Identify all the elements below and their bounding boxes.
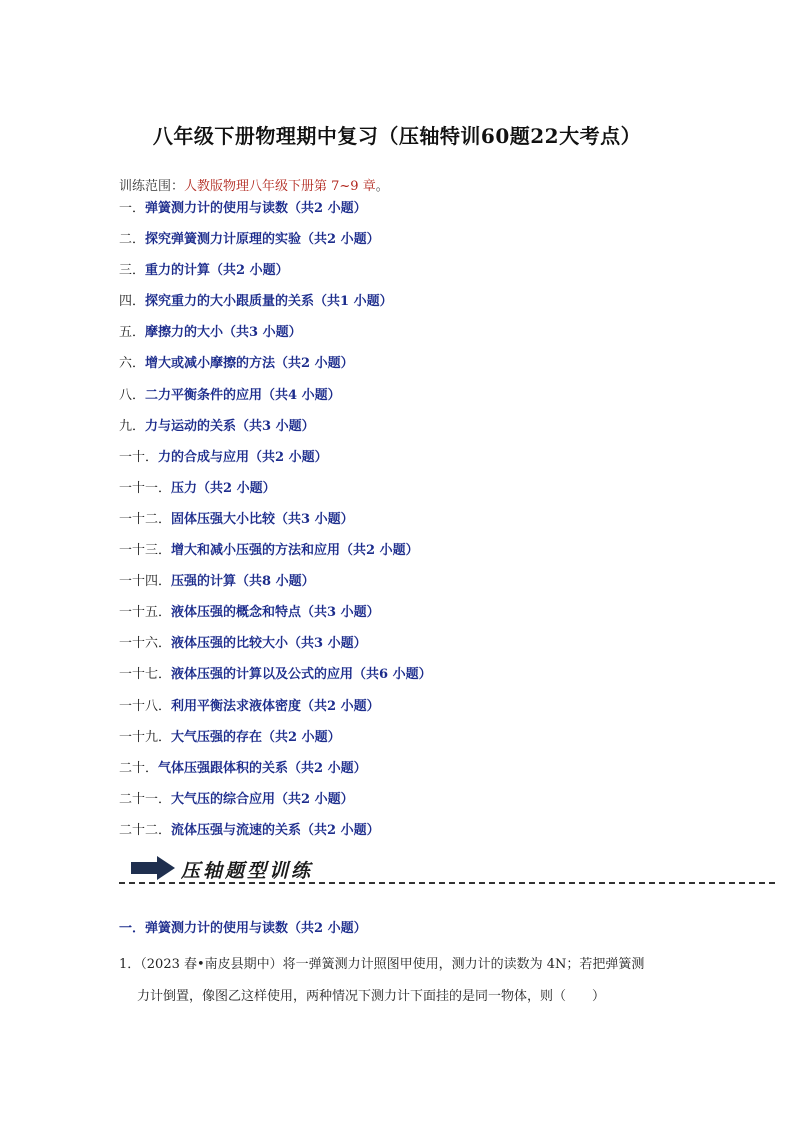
- topic-count: （共2 小题）: [262, 729, 341, 745]
- topic-title: 压力: [171, 480, 198, 496]
- topic-count: （共2 小题）: [249, 449, 328, 465]
- topic-number: 一十九．: [119, 729, 172, 745]
- arrow-right-icon: [131, 856, 175, 880]
- topic-number: 五．: [119, 325, 146, 341]
- topic-count: （共3 小题）: [301, 605, 380, 621]
- topic-count: （共2 小题）: [197, 480, 276, 496]
- topic-count: （共2 小题）: [275, 356, 354, 372]
- topic-count: （共3 小题）: [236, 418, 315, 434]
- topic-count: （共1 小题）: [314, 294, 393, 310]
- topic-item: [119, 261, 432, 292]
- topic-item: [119, 634, 432, 665]
- topic-number: 四．: [119, 294, 146, 310]
- question-line-2: 力计倒置，像图乙这样使用，两种情况下测力计下面挂的是同一物体，则（ ）: [137, 989, 606, 1004]
- topic-count: （共3 小题）: [223, 325, 302, 341]
- topic-title: 固体压强大小比较: [171, 511, 276, 527]
- topic-count: （共3 小题）: [288, 636, 367, 652]
- topic-count: （共2 小题）: [288, 760, 367, 776]
- topic-item: [119, 572, 432, 603]
- topic-item: [119, 448, 432, 479]
- topic-number: 一十六．: [119, 636, 172, 652]
- topic-number: 一十三．: [119, 543, 172, 559]
- training-scope: [119, 175, 389, 194]
- topic-title: 二力平衡条件的应用: [145, 387, 263, 403]
- topic-title: 摩擦力的大小: [145, 325, 224, 341]
- topic-number: 三．: [119, 263, 146, 279]
- topic-item: [119, 479, 432, 510]
- topic-number: 一十一．: [119, 480, 172, 496]
- topic-count: （共2 小题）: [210, 263, 289, 279]
- topic-title: 力与运动的关系: [145, 418, 237, 434]
- topic-item: [119, 199, 432, 230]
- scope-end: 。: [375, 179, 389, 194]
- topic-title: 弹簧测力计的使用与读数: [145, 201, 289, 216]
- topic-number: 二十一．: [119, 791, 172, 807]
- topic-item: [119, 697, 432, 728]
- topic-title: 液体压强的计算以及公式的应用: [171, 667, 354, 683]
- topic-item: [119, 821, 432, 852]
- topic-number: 一十二．: [119, 511, 172, 527]
- topic-title: 探究重力的大小跟质量的关系: [145, 294, 315, 310]
- topic-number: 一十四．: [119, 574, 172, 590]
- topic-title: 增大和减小压强的方法和应用: [171, 543, 341, 559]
- topic-number: 二．: [119, 232, 146, 248]
- topic-item: [119, 417, 432, 448]
- topic-count: （共2 小题）: [301, 232, 380, 248]
- question-1: [119, 949, 699, 1013]
- topic-number: 九．: [119, 418, 146, 434]
- topic-title: 重力的计算: [145, 263, 211, 279]
- topic-title: 液体压强的概念和特点: [171, 605, 302, 621]
- question-line-1: 1．（2023 春•南皮县期中）将一弹簧测力计照图甲使用，测力计的读数为 4N；若把弹簧测: [119, 957, 645, 972]
- topic-list: [119, 199, 432, 852]
- topic-title: 液体压强的比较大小: [171, 636, 289, 652]
- topic-count: （共2 小题）: [301, 822, 380, 838]
- topic-count: （共2 小题）: [275, 791, 354, 807]
- topic-item: [119, 603, 432, 634]
- topic-number: 一十七．: [119, 667, 172, 683]
- topic-item: [119, 230, 432, 261]
- scope-label: 训练范围：: [119, 179, 185, 194]
- section-banner: [119, 852, 775, 888]
- topic-number: 八．: [119, 387, 146, 403]
- topic-item: [119, 728, 432, 759]
- topic-count: （共3 小题）: [275, 511, 354, 527]
- topic-item: [119, 510, 432, 541]
- topic-title: 压强的计算: [171, 574, 237, 590]
- page-title: 八年级下册物理期中复习（压轴特训60题22大考点）: [152, 124, 642, 148]
- banner-divider: [119, 882, 775, 884]
- topic-count: （共8 小题）: [236, 574, 315, 590]
- topic-count: （共2 小题）: [288, 201, 367, 216]
- topic-title: 利用平衡法求液体密度: [171, 698, 302, 714]
- topic-number: 六．: [119, 356, 146, 372]
- topic-number: 一十．: [119, 449, 159, 465]
- topic-item: [119, 323, 432, 354]
- topic-title: 流体压强与流速的关系: [171, 822, 302, 838]
- section-heading: 一．弹簧测力计的使用与读数（共2 小题）: [119, 921, 367, 936]
- topic-count: （共6 小题）: [353, 667, 432, 683]
- topic-number: 一十五．: [119, 605, 172, 621]
- topic-number: 二十．: [119, 760, 159, 776]
- banner-title: 压轴题型训练: [181, 860, 314, 882]
- topic-item: [119, 292, 432, 323]
- topic-title: 探究弹簧测力计原理的实验: [145, 232, 302, 248]
- topic-title: 大气压强的存在: [171, 729, 263, 745]
- topic-item: [119, 759, 432, 790]
- topic-number: 二十二．: [119, 822, 172, 838]
- topic-item: [119, 790, 432, 821]
- topic-count: （共2 小题）: [340, 543, 419, 559]
- topic-item: [119, 665, 432, 696]
- topic-title: 力的合成与应用: [158, 449, 250, 465]
- topic-title: 增大或减小摩擦的方法: [145, 356, 276, 372]
- scope-value: 人教版物理八年级下册第 7~9 章: [184, 179, 376, 194]
- topic-count: （共4 小题）: [262, 387, 341, 403]
- topic-title: 气体压强跟体积的关系: [158, 760, 289, 776]
- topic-item: [119, 354, 432, 385]
- topic-number: 一十八．: [119, 698, 172, 714]
- topic-number: 一．: [119, 201, 146, 216]
- topic-item: [119, 541, 432, 572]
- topic-item: [119, 386, 432, 417]
- topic-title: 大气压的综合应用: [171, 791, 276, 807]
- topic-count: （共2 小题）: [301, 698, 380, 714]
